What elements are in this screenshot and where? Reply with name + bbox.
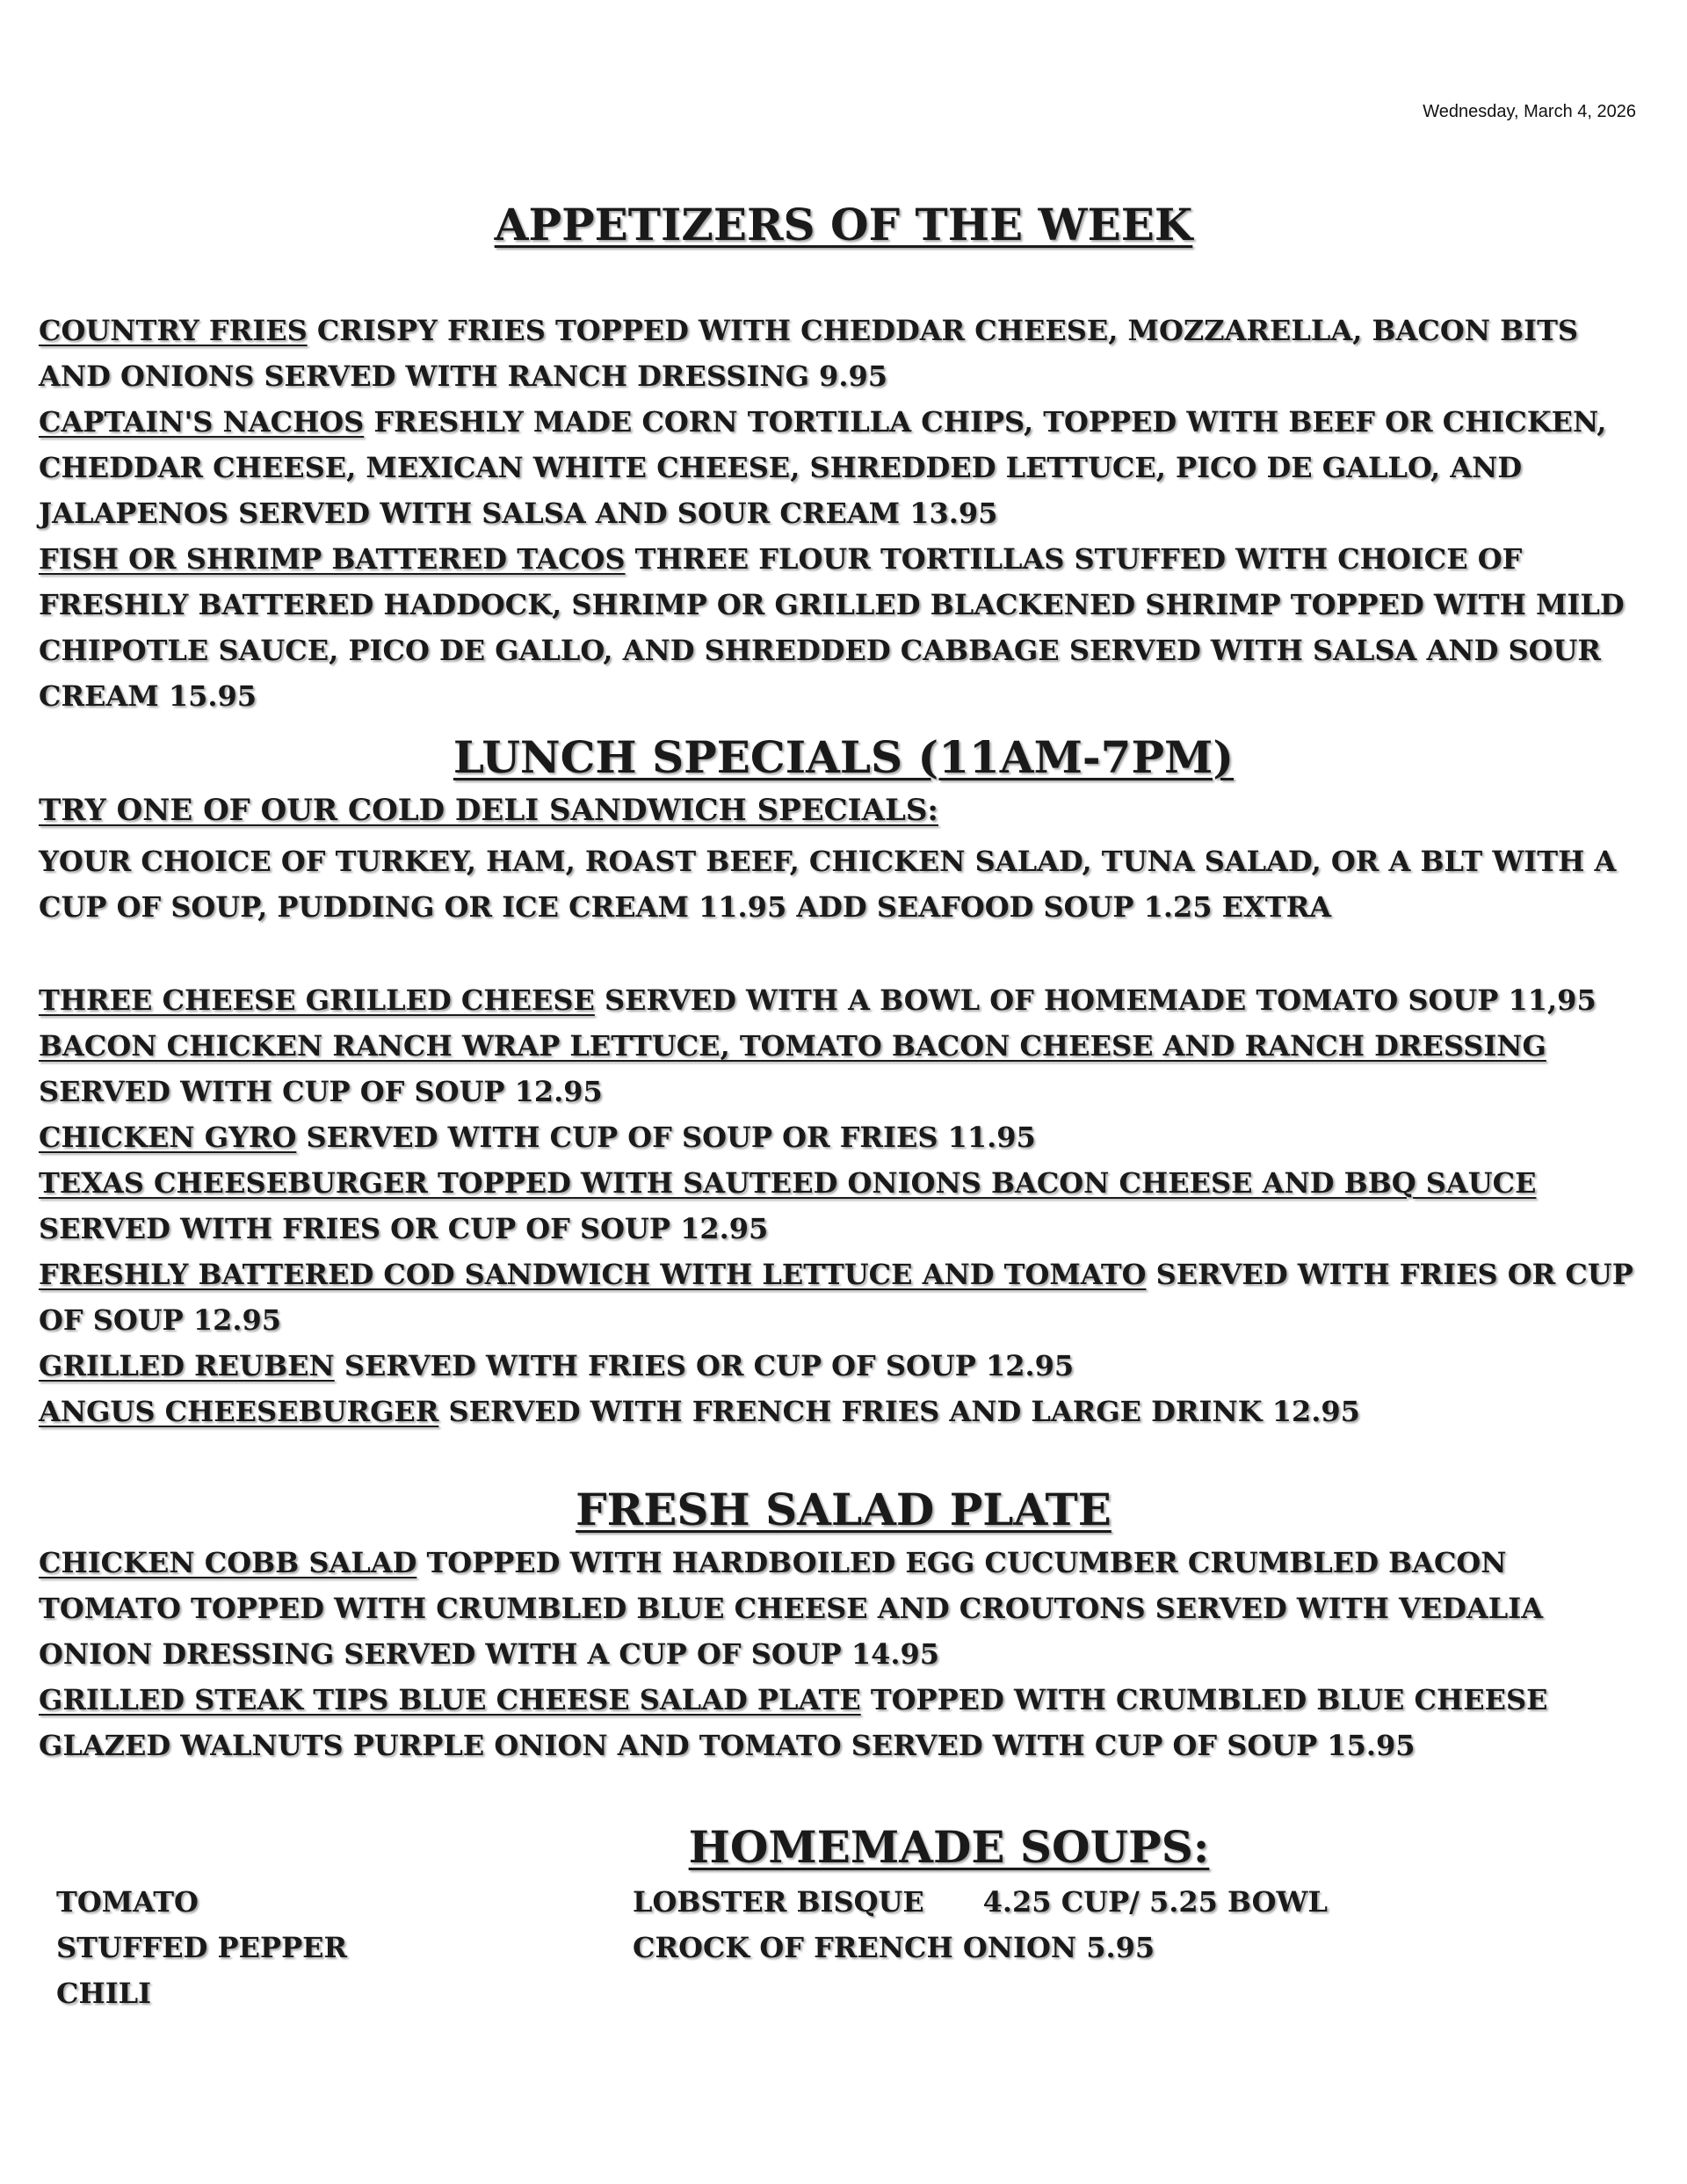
item-name: FRESHLY BATTERED COD SANDWICH WITH LETTUCE AND TOMATO	[39, 1258, 1147, 1291]
menu-item	[39, 308, 1655, 399]
menu-item	[39, 1389, 1655, 1434]
menu-item	[39, 1343, 1655, 1389]
soups-right-list	[633, 1879, 1328, 1970]
item-description: SERVED WITH FRIES OR CUP OF SOUP 12.95	[39, 1212, 769, 1245]
item-name: COUNTRY FRIES	[39, 314, 308, 347]
menu-item	[39, 1540, 1655, 1677]
item-description: SERVED WITH FRIES OR CUP OF SOUP 12.95	[39, 1258, 1633, 1337]
item-name: GRILLED STEAK TIPS BLUE CHEESE SALAD PLATE	[39, 1683, 861, 1716]
soup-item: CHILI	[56, 1977, 152, 2010]
salad-list	[39, 1540, 1655, 1768]
item-description: SERVED WITH A BOWL OF HOMEMADE TOMATO SOUP 11,95	[594, 983, 1596, 1017]
item-description: SERVED WITH CUP OF SOUP 12.95	[39, 1075, 603, 1108]
item-description: SERVED WITH FRIES OR CUP OF SOUP 12.95	[334, 1349, 1075, 1382]
item-description: SERVED WITH CUP OF SOUP OR FRIES 11.95	[296, 1121, 1036, 1154]
menu-item	[39, 1252, 1655, 1343]
item-name: BACON CHICKEN RANCH WRAP LETTUCE, TOMATO BACON CHEESE AND RANCH DRESSING	[39, 1029, 1546, 1063]
deli-title: TRY ONE OF OUR COLD DELI SANDWICH SPECIALS:	[39, 793, 938, 828]
deli-description: YOUR CHOICE OF TURKEY, HAM, ROAST BEEF, CHICKEN SALAD, TUNA SALAD, OR A BLT WITH A CUP OF SOUP, PUDDING OR ICE CREAM 11.95 ADD SEAFOOD SOUP 1.25 EXTRA	[39, 845, 1617, 924]
menu-item	[39, 1160, 1655, 1252]
soup-item: LOBSTER BISQUE 4.25 CUP/ 5.25 BOWL	[633, 1885, 1328, 1919]
item-description: THREE FLOUR TORTILLAS STUFFED WITH CHOICE OF FRESHLY BATTERED HADDOCK, SHRIMP OR GRILLED BLACKENED SHRIMP TOPPED WITH MILD CHIPOTLE SAUCE, PICO DE GALLO, AND SHREDDED CABBAGE SERVED WITH SALSA AND SOUR CREAM 15.95	[39, 542, 1625, 713]
menu-item	[39, 1023, 1655, 1114]
menu-item	[39, 1677, 1655, 1768]
soup-item: TOMATO	[56, 1885, 199, 1919]
appetizers-heading: APPETIZERS OF THE WEEK	[494, 199, 1193, 250]
item-name: CAPTAIN'S NACHOS	[39, 405, 365, 439]
soups-left-list	[56, 1879, 347, 2016]
date-label: Wednesday, March 4, 2026	[1423, 102, 1636, 121]
item-description: CRISPY FRIES TOPPED WITH CHEDDAR CHEESE, MOZZARELLA, BACON BITS AND ONIONS SERVED WITH RANCH DRESSING 9.95	[39, 314, 1579, 393]
item-description: SERVED WITH FRENCH FRIES AND LARGE DRINK 12.95	[438, 1395, 1360, 1428]
item-description: FRESHLY MADE CORN TORTILLA CHIPS, TOPPED WITH BEEF OR CHICKEN, CHEDDAR CHEESE, MEXICAN WHITE CHEESE, SHREDDED LETTUCE, PICO DE GALLO, AND JALAPENOS SERVED WITH SALSA AND SOUR CREAM 13.95	[39, 405, 1607, 530]
item-name: GRILLED REUBEN	[39, 1349, 335, 1382]
item-name: FISH OR SHRIMP BATTERED TACOS	[39, 542, 626, 576]
lunch-heading: LUNCH SPECIALS (11AM-7PM)	[453, 731, 1234, 783]
soup-item: CROCK OF FRENCH ONION 5.95	[633, 1931, 1155, 1964]
item-name: CHICKEN GYRO	[39, 1121, 297, 1154]
soup-item: STUFFED PEPPER	[56, 1931, 348, 1964]
item-description: TOPPED WITH CRUMBLED BLUE CHEESE GLAZED WALNUTS PURPLE ONION AND TOMATO SERVED WITH CUP OF SOUP 15.95	[39, 1683, 1548, 1762]
salad-heading: FRESH SALAD PLATE	[576, 1484, 1111, 1535]
item-name: CHICKEN COBB SALAD	[39, 1546, 417, 1579]
menu-item	[39, 536, 1655, 719]
soups-heading: HOMEMADE SOUPS:	[688, 1821, 1210, 1873]
item-description: TOPPED WITH HARDBOILED EGG CUCUMBER CRUMBLED BACON TOMATO TOPPED WITH CRUMBLED BLUE CHEESE AND CROUTONS SERVED WITH VEDALIA ONION DRESSING SERVED WITH A CUP OF SOUP 14.95	[39, 1546, 1544, 1671]
menu-item	[39, 399, 1655, 536]
appetizers-list	[39, 308, 1655, 719]
item-name: THREE CHEESE GRILLED CHEESE	[39, 983, 595, 1017]
menu-item	[39, 977, 1655, 1023]
menu-item	[39, 1114, 1655, 1160]
item-name: ANGUS CHEESEBURGER	[39, 1395, 439, 1428]
item-name: TEXAS CHEESEBURGER TOPPED WITH SAUTEED ONIONS BACON CHEESE AND BBQ SAUCE	[39, 1166, 1537, 1200]
lunch-list	[39, 977, 1655, 1434]
